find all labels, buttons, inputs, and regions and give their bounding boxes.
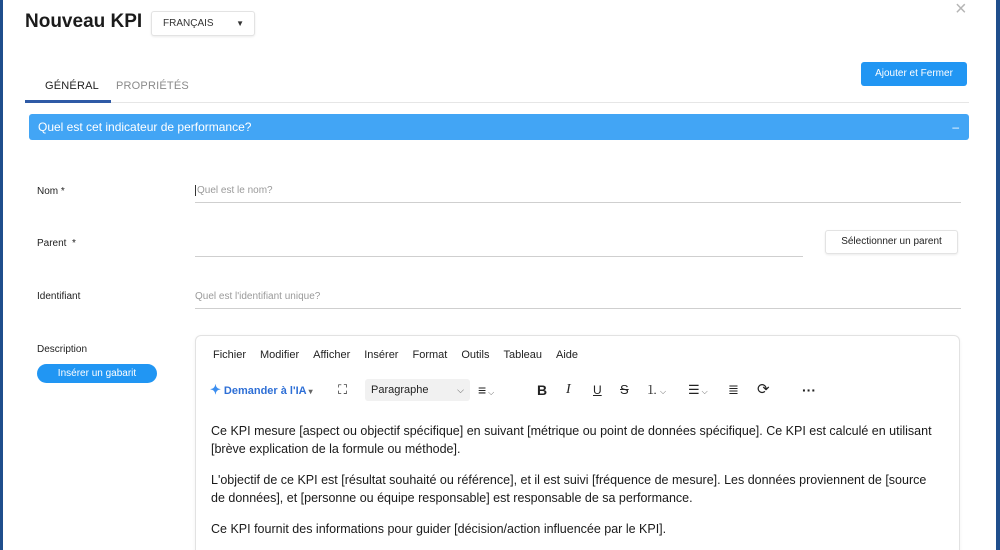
block-format-select[interactable] [365, 379, 470, 401]
menu-help[interactable]: Aide [556, 349, 579, 361]
editor-paragraph: Ce KPI mesure [aspect ou objectif spécifique] en suivant [métrique ou point de données spécifique]. Ce KPI est calculé en utilisant [brève explication de la formule ou méthode]. [211, 424, 932, 456]
menu-edit[interactable]: Modifier [260, 349, 300, 361]
editor-paragraph: L'objectif de ce KPI est [résultat souhaité ou référence], et il est suivi [fréquence de mesure]. Les données proviennent de [source de données], et [personne ou équipe responsable] est responsable de sa performance. [211, 473, 927, 505]
select-parent-button[interactable]: Sélectionner un parent [825, 230, 958, 254]
ask-ai-button[interactable] [210, 379, 313, 401]
collapse-icon[interactable]: – [952, 120, 959, 134]
underline-icon[interactable]: U [593, 383, 602, 397]
text-cursor [195, 185, 196, 196]
line-height-icon[interactable]: ≣ [728, 382, 739, 397]
fullscreen-icon[interactable]: ⛶ [338, 382, 348, 397]
active-tab-indicator [25, 100, 111, 103]
name-input[interactable] [195, 179, 961, 203]
ask-ai-label: Demander à l'IA [223, 385, 307, 397]
tab-general[interactable]: GÉNÉRAL [45, 80, 99, 92]
bullet-list-icon[interactable]: ☰ ⌵ [688, 382, 708, 397]
tab-bar [25, 74, 969, 103]
chevron-down-icon: ⌵ [457, 385, 464, 395]
editor-toolbar [210, 379, 950, 401]
align-left-icon[interactable]: ≡ ⌵ [478, 382, 495, 398]
sparkle-icon: ✦ [210, 382, 221, 397]
refresh-icon[interactable]: ⟳ [757, 381, 770, 398]
more-icon[interactable]: ··· [802, 382, 816, 398]
identifier-label: Identifiant [37, 291, 81, 302]
identifier-input[interactable] [195, 285, 961, 309]
dialog-title: Nouveau KPI [25, 11, 143, 32]
description-label: Description [37, 344, 88, 355]
section-title: Quel est cet indicateur de performance? [38, 120, 252, 134]
chevron-down-icon: ⌵ [701, 387, 708, 396]
numbered-list-icon[interactable]: ⒈ ⌵ [646, 383, 667, 397]
menu-table[interactable]: Tableau [503, 349, 542, 361]
name-placeholder: Quel est le nom? [197, 185, 273, 196]
editor-menubar [213, 349, 592, 365]
new-kpi-dialog [3, 0, 996, 550]
close-icon[interactable]: × [955, 0, 967, 20]
identifier-placeholder: Quel est l'identifiant unique? [195, 291, 321, 302]
chevron-down-icon: ⌵ [660, 387, 667, 396]
menu-insert[interactable]: Insérer [364, 349, 399, 361]
name-label: Nom * [37, 186, 65, 197]
menu-format[interactable]: Format [412, 349, 448, 361]
parent-input[interactable] [195, 233, 803, 257]
chevron-down-icon: ▾ [308, 387, 313, 396]
italic-icon[interactable]: I [566, 382, 571, 397]
bold-icon[interactable]: B [537, 382, 548, 398]
add-and-close-button[interactable]: Ajouter et Fermer [861, 62, 967, 86]
tab-properties[interactable]: PROPRIÉTÉS [116, 80, 189, 92]
menu-view[interactable]: Afficher [313, 349, 351, 361]
section-header[interactable] [29, 114, 969, 140]
language-select-value: FRANÇAIS [163, 18, 214, 29]
editor-content[interactable] [211, 422, 936, 550]
editor-paragraph: Ce KPI fournit des informations pour guider [décision/action influencée par le KPI]. [211, 522, 667, 536]
parent-label: Parent * [37, 238, 76, 249]
rich-text-editor [195, 335, 960, 550]
chevron-down-icon: ⌵ [488, 388, 495, 397]
menu-file[interactable]: Fichier [213, 349, 247, 361]
menu-tools[interactable]: Outils [461, 349, 490, 361]
insert-template-button[interactable]: Insérer un gabarit [37, 364, 157, 383]
caret-down-icon: ▼ [236, 19, 244, 28]
language-select[interactable] [151, 11, 255, 36]
strikethrough-icon[interactable]: S [620, 382, 629, 397]
block-format-value: Paragraphe [371, 384, 429, 396]
